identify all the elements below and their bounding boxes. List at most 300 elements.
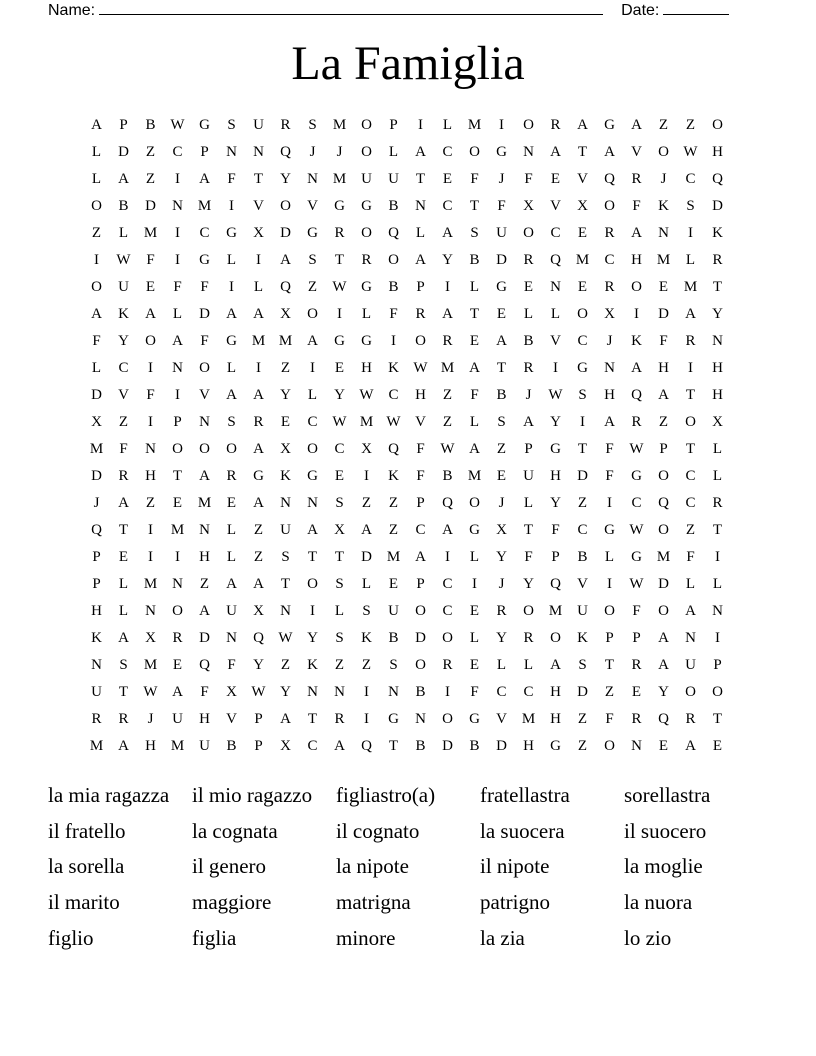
grid-letter[interactable]: I bbox=[310, 603, 315, 619]
grid-letter[interactable]: M bbox=[143, 225, 158, 241]
grid-letter[interactable]: A bbox=[550, 657, 561, 673]
grid-letter[interactable]: I bbox=[607, 576, 612, 592]
grid-letter[interactable]: G bbox=[361, 333, 372, 349]
grid-letter[interactable]: N bbox=[226, 144, 237, 160]
grid-letter[interactable]: M bbox=[170, 738, 185, 754]
grid-letter[interactable]: K bbox=[361, 630, 372, 646]
grid-letter[interactable]: I bbox=[175, 387, 180, 403]
grid-letter[interactable]: N bbox=[334, 684, 345, 700]
grid-letter[interactable]: A bbox=[550, 144, 561, 160]
grid-letter[interactable]: M bbox=[143, 657, 158, 673]
grid-letter[interactable]: N bbox=[415, 711, 426, 727]
grid-letter[interactable]: A bbox=[685, 306, 696, 322]
name-blank-line[interactable] bbox=[99, 0, 603, 15]
grid-letter[interactable]: N bbox=[172, 360, 183, 376]
grid-letter[interactable]: L bbox=[361, 306, 372, 322]
grid-letter[interactable]: O bbox=[658, 522, 669, 538]
grid-letter[interactable]: F bbox=[119, 441, 128, 457]
grid-letter[interactable]: L bbox=[496, 657, 507, 673]
grid-letter[interactable]: Q bbox=[280, 144, 291, 160]
grid-letter[interactable]: O bbox=[469, 495, 480, 511]
grid-letter[interactable]: C bbox=[577, 333, 588, 349]
grid-letter[interactable]: C bbox=[388, 387, 399, 403]
grid-letter[interactable]: W bbox=[386, 414, 401, 430]
grid-letter[interactable]: A bbox=[631, 225, 642, 241]
grid-letter[interactable]: U bbox=[226, 603, 237, 619]
grid-letter[interactable]: I bbox=[715, 630, 720, 646]
grid-letter[interactable]: L bbox=[469, 630, 480, 646]
grid-letter[interactable]: C bbox=[523, 684, 534, 700]
grid-letter[interactable]: O bbox=[577, 306, 588, 322]
grid-letter[interactable]: H bbox=[550, 711, 561, 727]
grid-letter[interactable]: I bbox=[256, 360, 261, 376]
grid-letter[interactable]: X bbox=[226, 684, 237, 700]
grid-letter[interactable]: Z bbox=[145, 144, 156, 160]
grid-letter[interactable]: J bbox=[498, 576, 505, 592]
grid-letter[interactable]: W bbox=[332, 279, 347, 295]
grid-letter[interactable]: Q bbox=[388, 441, 399, 457]
grid-letter[interactable]: O bbox=[361, 144, 372, 160]
grid-letter[interactable]: A bbox=[253, 441, 264, 457]
grid-letter[interactable]: X bbox=[280, 738, 291, 754]
grid-letter[interactable]: U bbox=[577, 603, 588, 619]
grid-letter[interactable]: T bbox=[118, 684, 129, 700]
grid-letter[interactable]: O bbox=[523, 225, 534, 241]
grid-letter[interactable]: X bbox=[253, 225, 264, 241]
grid-letter[interactable]: X bbox=[361, 441, 372, 457]
grid-letter[interactable]: T bbox=[334, 252, 345, 268]
grid-letter[interactable]: D bbox=[577, 684, 588, 700]
grid-letter[interactable]: X bbox=[712, 414, 723, 430]
grid-letter[interactable]: S bbox=[497, 414, 506, 430]
grid-letter[interactable]: T bbox=[523, 522, 534, 538]
grid-letter[interactable]: M bbox=[440, 360, 455, 376]
grid-letter[interactable]: A bbox=[91, 117, 102, 133]
grid-letter[interactable]: E bbox=[118, 549, 129, 565]
grid-letter[interactable]: T bbox=[469, 198, 480, 214]
grid-letter[interactable]: A bbox=[226, 306, 237, 322]
grid-letter[interactable]: Z bbox=[658, 117, 669, 133]
grid-letter[interactable]: D bbox=[91, 387, 102, 403]
grid-letter[interactable]: C bbox=[199, 225, 210, 241]
grid-letter[interactable]: C bbox=[685, 171, 696, 187]
grid-letter[interactable]: X bbox=[523, 198, 534, 214]
grid-letter[interactable]: M bbox=[656, 549, 671, 565]
grid-letter[interactable]: T bbox=[712, 279, 723, 295]
grid-letter[interactable]: N bbox=[712, 603, 723, 619]
grid-letter[interactable]: O bbox=[199, 360, 210, 376]
grid-letter[interactable]: N bbox=[226, 630, 237, 646]
grid-letter[interactable]: F bbox=[146, 387, 155, 403]
grid-letter[interactable]: J bbox=[606, 333, 613, 349]
grid-letter[interactable]: H bbox=[550, 468, 561, 484]
grid-letter[interactable]: A bbox=[442, 306, 453, 322]
grid-letter[interactable]: L bbox=[253, 279, 264, 295]
grid-letter[interactable]: W bbox=[629, 441, 644, 457]
grid-letter[interactable]: I bbox=[175, 171, 180, 187]
grid-letter[interactable]: L bbox=[118, 576, 129, 592]
grid-letter[interactable]: E bbox=[712, 738, 723, 754]
grid-letter[interactable]: V bbox=[550, 333, 561, 349]
grid-letter[interactable]: M bbox=[170, 522, 185, 538]
grid-letter[interactable]: G bbox=[361, 198, 372, 214]
grid-letter[interactable]: M bbox=[467, 117, 482, 133]
grid-letter[interactable]: G bbox=[631, 468, 642, 484]
grid-letter[interactable]: R bbox=[118, 711, 129, 727]
grid-letter[interactable]: W bbox=[683, 144, 698, 160]
grid-letter[interactable]: Z bbox=[577, 495, 588, 511]
grid-letter[interactable]: G bbox=[469, 522, 480, 538]
grid-letter[interactable]: A bbox=[685, 738, 696, 754]
grid-letter[interactable]: I bbox=[445, 549, 450, 565]
grid-letter[interactable]: L bbox=[712, 576, 723, 592]
grid-letter[interactable]: O bbox=[523, 603, 534, 619]
grid-letter[interactable]: B bbox=[415, 684, 426, 700]
grid-letter[interactable]: C bbox=[442, 576, 453, 592]
grid-letter[interactable]: V bbox=[577, 576, 588, 592]
grid-letter[interactable]: A bbox=[442, 225, 453, 241]
grid-letter[interactable]: A bbox=[469, 441, 480, 457]
grid-letter[interactable]: M bbox=[143, 576, 158, 592]
grid-letter[interactable]: Q bbox=[658, 495, 669, 511]
grid-letter[interactable]: Y bbox=[550, 495, 561, 511]
grid-letter[interactable]: O bbox=[361, 117, 372, 133]
grid-letter[interactable]: L bbox=[469, 279, 480, 295]
grid-letter[interactable]: W bbox=[278, 630, 293, 646]
grid-letter[interactable]: L bbox=[712, 441, 723, 457]
grid-letter[interactable]: N bbox=[712, 333, 723, 349]
grid-letter[interactable]: W bbox=[359, 387, 374, 403]
grid-letter[interactable]: M bbox=[386, 549, 401, 565]
grid-letter[interactable]: L bbox=[334, 603, 345, 619]
grid-letter[interactable]: O bbox=[685, 414, 696, 430]
grid-letter[interactable]: Y bbox=[307, 630, 318, 646]
grid-letter[interactable]: T bbox=[469, 306, 480, 322]
grid-letter[interactable]: O bbox=[658, 144, 669, 160]
grid-letter[interactable]: O bbox=[442, 630, 453, 646]
grid-letter[interactable]: G bbox=[604, 117, 615, 133]
grid-letter[interactable]: Z bbox=[145, 495, 156, 511]
grid-letter[interactable]: A bbox=[442, 522, 453, 538]
grid-letter[interactable]: Z bbox=[145, 171, 156, 187]
grid-letter[interactable]: R bbox=[226, 468, 237, 484]
grid-letter[interactable]: U bbox=[172, 711, 183, 727]
grid-letter[interactable]: D bbox=[496, 738, 507, 754]
grid-letter[interactable]: Y bbox=[496, 630, 507, 646]
grid-letter[interactable]: E bbox=[523, 279, 534, 295]
grid-letter[interactable]: I bbox=[364, 711, 369, 727]
grid-letter[interactable]: Y bbox=[550, 414, 561, 430]
grid-letter[interactable]: V bbox=[550, 198, 561, 214]
grid-letter[interactable]: N bbox=[415, 198, 426, 214]
grid-letter[interactable]: S bbox=[281, 549, 290, 565]
grid-letter[interactable]: A bbox=[145, 306, 156, 322]
grid-letter[interactable]: M bbox=[332, 171, 347, 187]
grid-letter[interactable]: G bbox=[496, 279, 507, 295]
grid-letter[interactable]: R bbox=[91, 711, 102, 727]
grid-letter[interactable]: T bbox=[712, 522, 723, 538]
grid-letter[interactable]: K bbox=[280, 468, 291, 484]
grid-letter[interactable]: G bbox=[496, 144, 507, 160]
grid-letter[interactable]: U bbox=[91, 684, 102, 700]
grid-letter[interactable]: K bbox=[712, 225, 723, 241]
grid-letter[interactable]: O bbox=[712, 684, 723, 700]
grid-letter[interactable]: O bbox=[226, 441, 237, 457]
grid-letter[interactable]: F bbox=[632, 603, 641, 619]
grid-letter[interactable]: S bbox=[335, 630, 344, 646]
date-blank-line[interactable] bbox=[663, 0, 729, 15]
grid-letter[interactable]: T bbox=[415, 171, 426, 187]
grid-letter[interactable]: Q bbox=[712, 171, 723, 187]
grid-letter[interactable]: C bbox=[577, 522, 588, 538]
grid-letter[interactable]: Z bbox=[280, 360, 291, 376]
grid-letter[interactable]: D bbox=[91, 468, 102, 484]
grid-letter[interactable]: N bbox=[199, 522, 210, 538]
grid-letter[interactable]: F bbox=[470, 387, 479, 403]
grid-letter[interactable]: G bbox=[469, 711, 480, 727]
grid-letter[interactable]: Z bbox=[496, 441, 507, 457]
grid-letter[interactable]: X bbox=[253, 603, 264, 619]
grid-letter[interactable]: T bbox=[388, 738, 399, 754]
grid-letter[interactable]: L bbox=[226, 360, 237, 376]
grid-letter[interactable]: S bbox=[308, 252, 317, 268]
grid-letter[interactable]: A bbox=[577, 117, 588, 133]
grid-letter[interactable]: T bbox=[712, 711, 723, 727]
grid-letter[interactable]: O bbox=[469, 144, 480, 160]
grid-letter[interactable]: I bbox=[418, 117, 423, 133]
grid-letter[interactable]: N bbox=[604, 360, 615, 376]
grid-letter[interactable]: W bbox=[629, 576, 644, 592]
grid-letter[interactable]: G bbox=[361, 279, 372, 295]
grid-letter[interactable]: K bbox=[388, 468, 399, 484]
grid-letter[interactable]: R bbox=[550, 117, 561, 133]
grid-letter[interactable]: C bbox=[604, 252, 615, 268]
grid-letter[interactable]: L bbox=[469, 549, 480, 565]
grid-letter[interactable]: E bbox=[496, 468, 507, 484]
grid-letter[interactable]: Y bbox=[253, 657, 264, 673]
grid-letter[interactable]: L bbox=[523, 306, 534, 322]
grid-letter[interactable]: O bbox=[523, 117, 534, 133]
grid-letter[interactable]: C bbox=[631, 495, 642, 511]
grid-letter[interactable]: B bbox=[469, 252, 480, 268]
grid-letter[interactable]: W bbox=[116, 252, 131, 268]
grid-letter[interactable]: G bbox=[550, 441, 561, 457]
grid-letter[interactable]: R bbox=[280, 117, 291, 133]
grid-letter[interactable]: R bbox=[604, 279, 615, 295]
grid-letter[interactable]: K bbox=[388, 360, 399, 376]
grid-letter[interactable]: E bbox=[658, 279, 669, 295]
grid-letter[interactable]: Z bbox=[442, 414, 453, 430]
grid-letter[interactable]: Z bbox=[577, 738, 588, 754]
grid-letter[interactable]: P bbox=[416, 495, 425, 511]
grid-letter[interactable]: N bbox=[172, 198, 183, 214]
grid-letter[interactable]: V bbox=[307, 198, 318, 214]
grid-letter[interactable]: P bbox=[119, 117, 128, 133]
grid-letter[interactable]: R bbox=[523, 630, 534, 646]
grid-letter[interactable]: K bbox=[91, 630, 102, 646]
grid-letter[interactable]: P bbox=[254, 738, 263, 754]
grid-letter[interactable]: W bbox=[548, 387, 563, 403]
grid-letter[interactable]: C bbox=[496, 684, 507, 700]
grid-letter[interactable]: G bbox=[631, 549, 642, 565]
grid-letter[interactable]: W bbox=[143, 684, 158, 700]
grid-letter[interactable]: O bbox=[442, 711, 453, 727]
grid-letter[interactable]: H bbox=[604, 387, 615, 403]
grid-letter[interactable]: B bbox=[523, 333, 534, 349]
grid-letter[interactable]: I bbox=[148, 414, 153, 430]
grid-letter[interactable]: V bbox=[199, 387, 210, 403]
grid-letter[interactable]: E bbox=[388, 576, 399, 592]
grid-letter[interactable]: Q bbox=[388, 225, 399, 241]
grid-letter[interactable]: V bbox=[118, 387, 129, 403]
grid-letter[interactable]: Z bbox=[199, 576, 210, 592]
grid-letter[interactable]: Z bbox=[442, 387, 453, 403]
grid-letter[interactable]: R bbox=[442, 333, 453, 349]
grid-letter[interactable]: D bbox=[658, 306, 669, 322]
grid-letter[interactable]: P bbox=[92, 576, 101, 592]
grid-letter[interactable]: Q bbox=[550, 576, 561, 592]
grid-letter[interactable]: X bbox=[334, 522, 345, 538]
grid-letter[interactable]: O bbox=[415, 657, 426, 673]
grid-letter[interactable]: G bbox=[577, 360, 588, 376]
grid-letter[interactable]: T bbox=[685, 387, 696, 403]
grid-letter[interactable]: F bbox=[200, 333, 209, 349]
grid-letter[interactable]: P bbox=[173, 414, 182, 430]
grid-letter[interactable]: P bbox=[551, 549, 560, 565]
grid-letter[interactable]: L bbox=[550, 306, 561, 322]
grid-letter[interactable]: A bbox=[226, 387, 237, 403]
grid-letter[interactable]: Z bbox=[388, 495, 399, 511]
grid-letter[interactable]: C bbox=[442, 603, 453, 619]
grid-letter[interactable]: P bbox=[659, 441, 668, 457]
grid-letter[interactable]: G bbox=[604, 522, 615, 538]
grid-letter[interactable]: B bbox=[388, 279, 399, 295]
grid-letter[interactable]: Y bbox=[118, 333, 129, 349]
grid-letter[interactable]: D bbox=[658, 576, 669, 592]
grid-letter[interactable]: K bbox=[118, 306, 129, 322]
grid-letter[interactable]: W bbox=[440, 441, 455, 457]
grid-letter[interactable]: I bbox=[94, 252, 99, 268]
grid-letter[interactable]: R bbox=[334, 711, 345, 727]
grid-letter[interactable]: Z bbox=[361, 657, 372, 673]
grid-letter[interactable]: I bbox=[148, 522, 153, 538]
grid-letter[interactable]: T bbox=[577, 144, 588, 160]
grid-letter[interactable]: P bbox=[605, 630, 614, 646]
grid-letter[interactable]: A bbox=[496, 333, 507, 349]
grid-letter[interactable]: N bbox=[253, 144, 264, 160]
grid-letter[interactable]: Y bbox=[280, 684, 291, 700]
grid-letter[interactable]: G bbox=[226, 225, 237, 241]
grid-letter[interactable]: N bbox=[685, 630, 696, 646]
grid-letter[interactable]: O bbox=[604, 198, 615, 214]
grid-letter[interactable]: G bbox=[199, 252, 210, 268]
grid-letter[interactable]: X bbox=[280, 441, 291, 457]
grid-letter[interactable]: F bbox=[605, 711, 614, 727]
grid-letter[interactable]: A bbox=[307, 522, 318, 538]
grid-letter[interactable]: E bbox=[334, 468, 345, 484]
grid-letter[interactable]: N bbox=[550, 279, 561, 295]
grid-letter[interactable]: Z bbox=[604, 684, 615, 700]
grid-letter[interactable]: E bbox=[631, 684, 642, 700]
grid-letter[interactable]: E bbox=[469, 657, 480, 673]
grid-letter[interactable]: B bbox=[442, 468, 453, 484]
grid-letter[interactable]: O bbox=[550, 630, 561, 646]
grid-letter[interactable]: V bbox=[577, 171, 588, 187]
grid-letter[interactable]: U bbox=[496, 225, 507, 241]
grid-letter[interactable]: U bbox=[118, 279, 129, 295]
grid-letter[interactable]: Z bbox=[253, 549, 264, 565]
grid-letter[interactable]: E bbox=[442, 171, 453, 187]
grid-letter[interactable]: C bbox=[415, 522, 426, 538]
grid-letter[interactable]: O bbox=[145, 333, 156, 349]
grid-letter[interactable]: F bbox=[416, 468, 425, 484]
grid-letter[interactable]: L bbox=[118, 225, 129, 241]
grid-letter[interactable]: L bbox=[523, 495, 534, 511]
grid-letter[interactable]: Y bbox=[280, 387, 291, 403]
grid-letter[interactable]: X bbox=[604, 306, 615, 322]
grid-letter[interactable]: C bbox=[442, 198, 453, 214]
grid-letter[interactable]: A bbox=[658, 387, 669, 403]
grid-letter[interactable]: G bbox=[334, 333, 345, 349]
grid-letter[interactable]: A bbox=[118, 171, 129, 187]
grid-letter[interactable]: O bbox=[172, 441, 183, 457]
grid-letter[interactable]: N bbox=[280, 603, 291, 619]
grid-letter[interactable]: L bbox=[91, 171, 102, 187]
grid-letter[interactable]: F bbox=[605, 441, 614, 457]
grid-letter[interactable]: E bbox=[280, 414, 291, 430]
grid-letter[interactable]: O bbox=[658, 603, 669, 619]
grid-letter[interactable]: J bbox=[93, 495, 100, 511]
grid-letter[interactable]: Z bbox=[280, 657, 291, 673]
grid-letter[interactable]: M bbox=[467, 468, 482, 484]
grid-letter[interactable]: O bbox=[712, 117, 723, 133]
grid-letter[interactable]: N bbox=[172, 576, 183, 592]
grid-letter[interactable]: S bbox=[227, 117, 236, 133]
grid-letter[interactable]: B bbox=[226, 738, 237, 754]
grid-letter[interactable]: I bbox=[337, 306, 342, 322]
grid-letter[interactable]: I bbox=[472, 576, 477, 592]
grid-letter[interactable]: L bbox=[118, 603, 129, 619]
grid-letter[interactable]: H bbox=[145, 468, 156, 484]
grid-letter[interactable]: M bbox=[251, 333, 266, 349]
grid-letter[interactable]: T bbox=[118, 522, 129, 538]
grid-letter[interactable]: L bbox=[523, 657, 534, 673]
grid-letter[interactable]: H bbox=[550, 684, 561, 700]
grid-letter[interactable]: I bbox=[229, 198, 234, 214]
grid-letter[interactable]: R bbox=[496, 603, 507, 619]
grid-letter[interactable]: U bbox=[523, 468, 534, 484]
grid-letter[interactable]: Q bbox=[199, 657, 210, 673]
grid-letter[interactable]: R bbox=[631, 657, 642, 673]
grid-letter[interactable]: Z bbox=[307, 279, 318, 295]
grid-letter[interactable]: U bbox=[199, 738, 210, 754]
grid-letter[interactable]: F bbox=[146, 252, 155, 268]
grid-letter[interactable]: C bbox=[442, 144, 453, 160]
grid-letter[interactable]: S bbox=[578, 657, 587, 673]
grid-letter[interactable]: X bbox=[145, 630, 156, 646]
grid-letter[interactable]: A bbox=[415, 252, 426, 268]
grid-letter[interactable]: P bbox=[200, 144, 209, 160]
grid-letter[interactable]: B bbox=[388, 630, 399, 646]
grid-letter[interactable]: A bbox=[172, 684, 183, 700]
grid-letter[interactable]: I bbox=[310, 360, 315, 376]
grid-letter[interactable]: K bbox=[577, 630, 588, 646]
grid-letter[interactable]: G bbox=[550, 738, 561, 754]
grid-letter[interactable]: C bbox=[307, 414, 318, 430]
grid-letter[interactable]: V bbox=[415, 414, 426, 430]
grid-letter[interactable]: H bbox=[361, 360, 372, 376]
grid-letter[interactable]: V bbox=[496, 711, 507, 727]
